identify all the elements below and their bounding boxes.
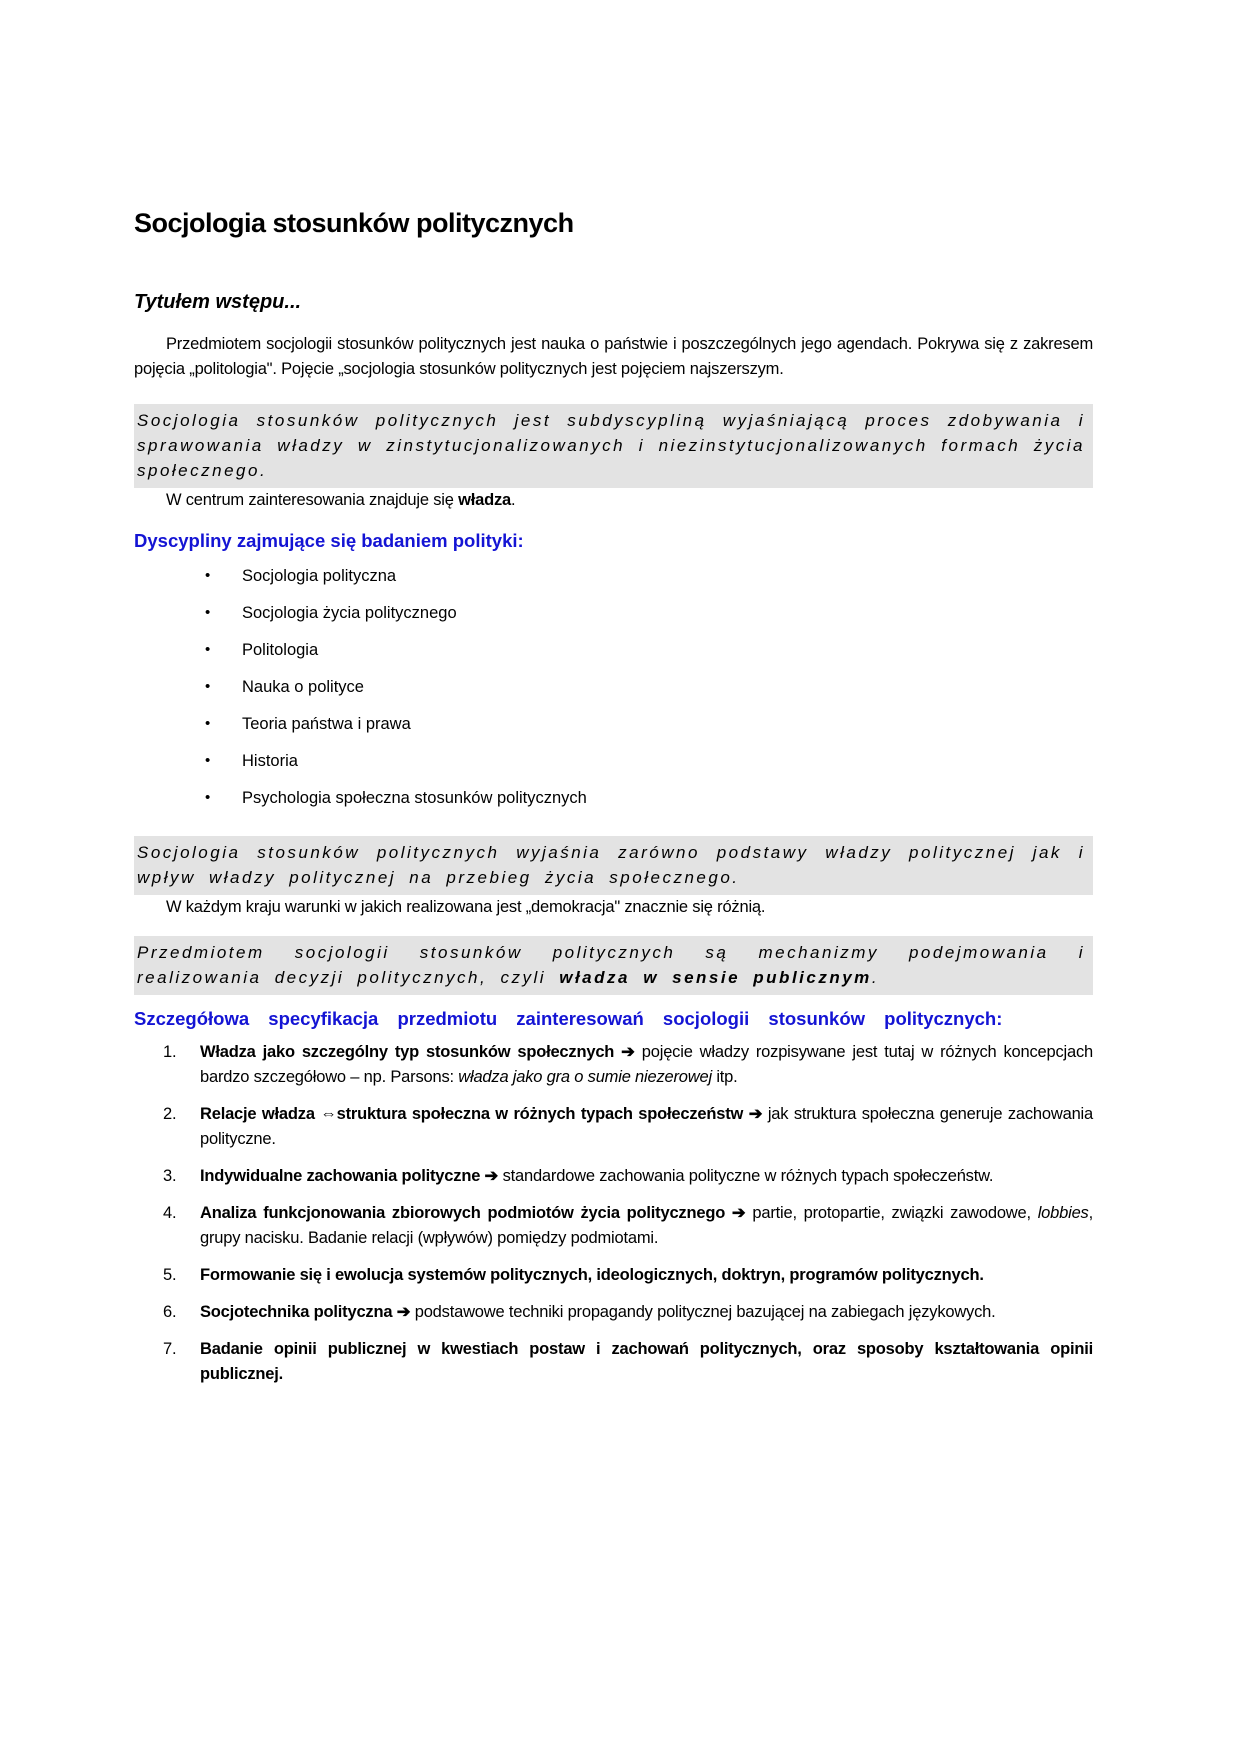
paragraph-kazdym: W każdym kraju warunki w jakich realizowana jest „demokracja" znacznie się różnią.: [166, 898, 766, 916]
text-segment: Formowanie się i ewolucja systemów politycznych, ideologicznych, doktryn, programów politycznych.: [200, 1266, 984, 1284]
text-segment: W centrum zainteresowania znajduje się: [166, 491, 459, 509]
bullet-item-label: Nauka o polityce: [242, 678, 364, 696]
bullet-icon: •: [205, 715, 211, 732]
specification-list: [134, 1040, 1093, 1387]
bullet-item-label: Teoria państwa i prawa: [242, 715, 411, 733]
numbered-item: [134, 1102, 1093, 1152]
numbered-item: [134, 1040, 1093, 1090]
item-number: 1.: [163, 1043, 177, 1061]
text-segment: standardowe zachowania polityczne w różnych typach społeczeństw.: [498, 1167, 994, 1185]
numbered-item: [134, 1263, 1093, 1288]
bullet-item-label: Socjologia polityczna: [242, 567, 397, 585]
text-segment: .: [511, 491, 516, 509]
numbered-item: [134, 1164, 1093, 1189]
text-segment: Indywidualne zachowania polityczne ➔: [200, 1167, 499, 1185]
text-segment: Przedmiotem socjologii stosunków politycznych są mechanizmy podejmowania i realizowania decyzji politycznych, czyli: [137, 943, 1085, 987]
bullet-item-label: Psychologia społeczna stosunków politycznych: [242, 789, 587, 807]
text-segment: Analiza funkcjonowania zbiorowych podmiotów życia politycznego ➔: [200, 1204, 746, 1222]
disciplines-heading: Dyscypliny zajmujące się badaniem polityki:: [134, 530, 524, 551]
bullet-item-label: Politologia: [242, 641, 319, 659]
item-number: 5.: [163, 1266, 177, 1284]
text-segment: pojęcie władzy rozpisywane jest tutaj w różnych koncepcjach bardzo szczegółowo – np. Parsons:: [200, 1043, 1094, 1086]
numbered-item: [134, 1337, 1093, 1387]
text-segment: .: [871, 968, 880, 987]
highlight-block-subject: [134, 936, 1093, 995]
bullet-icon: •: [205, 604, 211, 621]
text-segment: Socjologia stosunków politycznych wyjaśnia zarówno podstawy władzy politycznej jak i wpływ władzy politycznej na przebieg życia społecznego.: [137, 843, 1085, 887]
text-segment: władza jako gra o sumie niezerowej: [458, 1068, 712, 1086]
bullet-icon: •: [205, 789, 211, 806]
text-segment: Socjologia stosunków politycznych jest subdyscypliną wyjaśniającą proces zdobywania i sprawowania władzy w zinstytucjonalizowanych i niezinstytucjonalizowanych formach życia społecznego.: [137, 411, 1085, 480]
bullet-icon: •: [205, 641, 211, 658]
document-title: Socjologia stosunków politycznych: [134, 208, 574, 238]
bullet-icon: •: [205, 752, 211, 769]
text-segment: władza w sensie publicznym: [559, 968, 872, 987]
paragraph-centrum: [134, 488, 1093, 513]
text-segment: , grupy nacisku. Badanie relacji (wpływów) pomiędzy podmiotami.: [200, 1204, 1093, 1247]
item-number: 6.: [163, 1303, 177, 1321]
highlight-block-definition: [134, 404, 1093, 488]
intro-heading: Tytułem wstępu...: [134, 291, 302, 313]
bullet-item: [134, 786, 1093, 811]
item-number: 2.: [163, 1105, 177, 1123]
bullet-item: [134, 712, 1093, 737]
numbered-item: [134, 1300, 1093, 1325]
item-number: 4.: [163, 1204, 177, 1222]
disciplines-list: [134, 564, 1093, 811]
bullet-icon: •: [205, 567, 211, 584]
numbered-item: [134, 1201, 1093, 1251]
bullet-item: [134, 675, 1093, 700]
bullet-icon: •: [205, 678, 211, 695]
text-segment: itp.: [711, 1068, 738, 1086]
text-segment: Badanie opinii publicznej w kwestiach postaw i zachowań politycznych, oraz sposoby kształtowania opinii publicznej.: [200, 1340, 1093, 1383]
bullet-item: [134, 564, 1093, 589]
specification-heading: Szczegółowa specyfikacja przedmiotu zainteresowań socjologii stosunków politycznych:: [134, 1008, 1003, 1029]
text-segment: Socjotechnika polityczna ➔: [200, 1303, 411, 1321]
item-number: 3.: [163, 1167, 177, 1185]
intro-paragraph: Przedmiotem socjologii stosunków politycznych jest nauka o państwie i poszczególnych jego agendach. Pokrywa się z zakresem pojęcia „politologia". Pojęcie „socjologia stosunków politycznych jest pojęciem najszerszym.: [134, 335, 1093, 378]
highlight-block-explains: [134, 836, 1093, 895]
text-segment: Relacje władza ⇔struktura społeczna w różnych typach społeczeństw ➔: [200, 1105, 763, 1123]
text-segment: Władza jako szczególny typ stosunków społecznych ➔: [200, 1043, 635, 1061]
item-number: 7.: [163, 1340, 177, 1358]
text-segment: jak struktura społeczna generuje zachowania polityczne.: [200, 1105, 1093, 1148]
bullet-item: [134, 749, 1093, 774]
bullet-item: [134, 601, 1093, 626]
bullet-item: [134, 638, 1093, 663]
text-segment: władza: [458, 491, 511, 509]
text-segment: podstawowe techniki propagandy politycznej bazującej na zabiegach językowych.: [410, 1303, 996, 1321]
bullet-item-label: Historia: [242, 752, 298, 770]
bullet-item-label: Socjologia życia politycznego: [242, 604, 457, 622]
text-segment: partie, protopartie, związki zawodowe,: [745, 1204, 1038, 1222]
text-segment: lobbies: [1037, 1204, 1089, 1222]
